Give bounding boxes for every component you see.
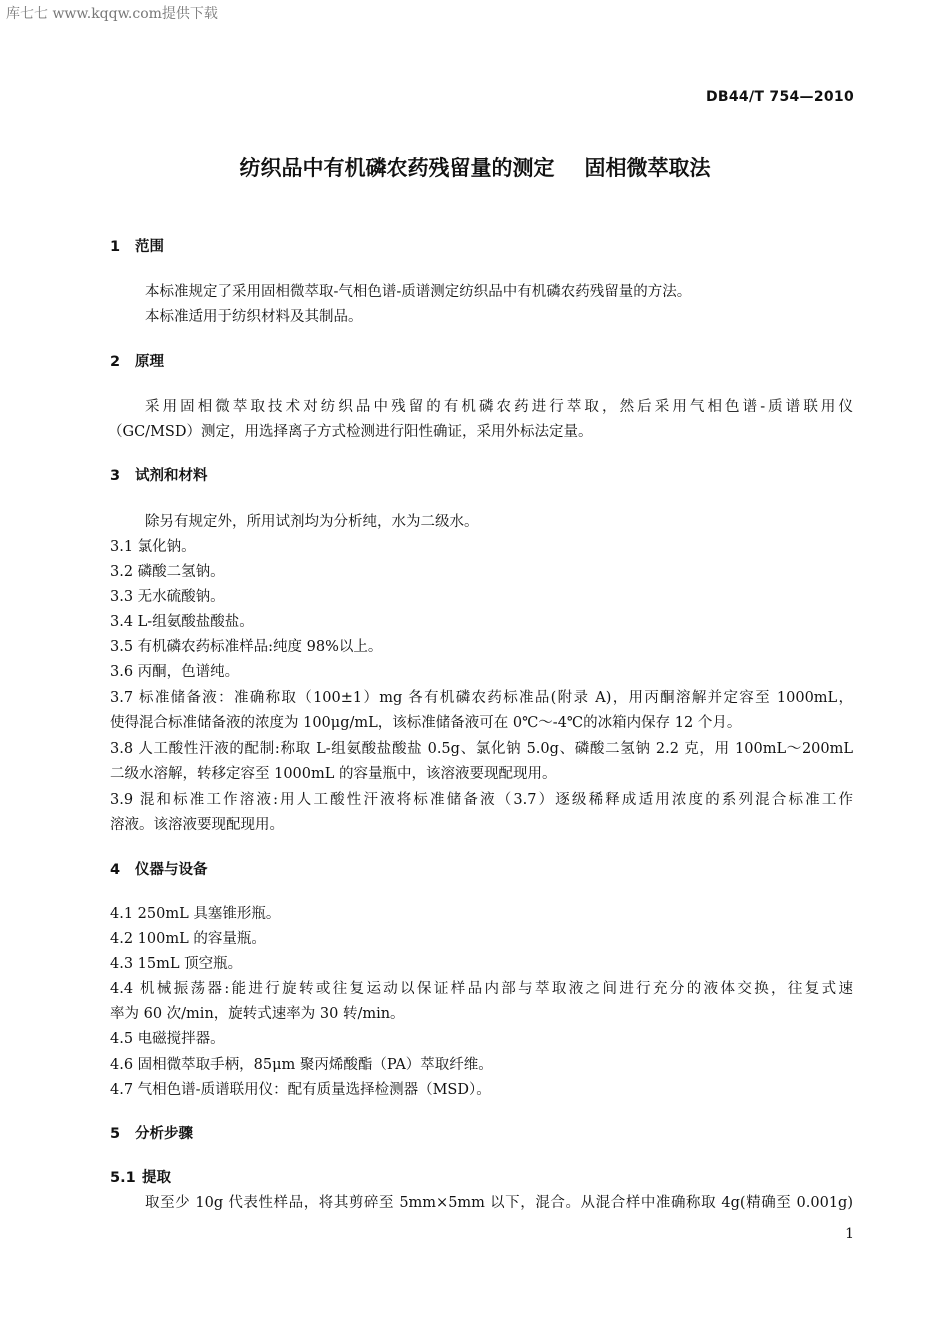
section-number: 4	[110, 862, 121, 878]
list-item: 3.4 L-组氨酸盐酸盐。	[110, 614, 254, 630]
list-item-line: 3.9 混和标准工作溶液:用人工酸性汗液将标准储备液（3.7）逐级稀释成适用浓度的系列混合标准工作	[110, 792, 853, 808]
list-item: 4.2 100mL 的容量瓶。	[110, 931, 266, 947]
list-item-line: 溶液。该溶液要现配现用。	[110, 817, 284, 833]
list-item: 4.6 固相微萃取手柄，85μm 聚丙烯酸酯（PA）萃取纤维。	[110, 1057, 493, 1073]
list-item: 3.3 无水硫酸钠。	[110, 589, 225, 605]
section-title: 范围	[135, 239, 164, 255]
list-item-line: 3.7 标准储备液：准确称取（100±1）mg 各有机磷农药标准品(附录 A)，用丙酮溶解并定容至 1000mL，	[110, 690, 853, 706]
paragraph-line: 采用固相微萃取技术对纺织品中残留的有机磷农药进行萃取，然后采用气相色谱-质谱联用仪	[145, 399, 853, 415]
list-item: 3.6 丙酮，色谱纯。	[110, 664, 240, 680]
list-item: 3.5 有机磷农药标准样品:纯度 98%以上。	[110, 639, 383, 655]
subsection-number: 5.1	[110, 1170, 136, 1186]
paragraph-line: 取至少 10g 代表性样品，将其剪碎至 5mm×5mm 以下，混合。从混合样中准确称取 4g(精确至 0.001g)	[145, 1195, 853, 1211]
subsection-5-1-heading	[110, 1166, 171, 1187]
paragraph-line: （GC/MSD）测定，用选择离子方式检测进行阳性确证，采用外标法定量。	[108, 424, 593, 440]
list-item: 3.1 氯化钠。	[110, 539, 196, 555]
page-number: 1	[845, 1226, 854, 1242]
list-item-line: 4.4 机械振荡器:能进行旋转或往复运动以保证样品内部与萃取液之间进行充分的液体交换，往复式速	[110, 981, 853, 997]
section-number: 5	[110, 1126, 121, 1142]
section-title: 仪器与设备	[135, 862, 208, 878]
section-1-heading	[110, 235, 164, 256]
list-item-line: 使得混合标准储备液的浓度为 100μg/mL，该标准储备液可在 0℃～-4℃的冰箱内保存 12 个月。	[110, 715, 742, 731]
section-number: 3	[110, 468, 121, 484]
section-title: 分析步骤	[135, 1126, 193, 1142]
list-item: 4.3 15mL 顶空瓶。	[110, 956, 243, 972]
section-number: 2	[110, 354, 121, 370]
paragraph: 本标准规定了采用固相微萃取-气相色谱-质谱测定纺织品中有机磷农药残留量的方法。	[145, 284, 692, 300]
paragraph: 本标准适用于纺织材料及其制品。	[145, 309, 363, 325]
list-item: 4.7 气相色谱-质谱联用仪：配有质量选择检测器（MSD）。	[110, 1082, 491, 1098]
page-title	[0, 152, 950, 182]
list-item-line: 3.8 人工酸性汗液的配制:称取 L-组氨酸盐酸盐 0.5g、氯化钠 5.0g、磷酸二氢钠 2.2 克，用 100mL～200mL	[110, 741, 853, 757]
section-5-heading	[110, 1122, 193, 1143]
title-main: 纺织品中有机磷农药残留量的测定	[239, 156, 555, 180]
watermark: 库七七 www.kqqw.com提供下载	[6, 6, 218, 22]
section-title: 试剂和材料	[135, 468, 208, 484]
list-item-line: 二级水溶解，转移定容至 1000mL 的容量瓶中，该溶液要现配现用。	[110, 766, 557, 782]
paragraph: 除另有规定外，所用试剂均为分析纯，水为二级水。	[145, 514, 479, 530]
subsection-title: 提取	[142, 1170, 171, 1186]
section-2-heading	[110, 350, 164, 371]
section-3-heading	[110, 464, 208, 485]
title-method: 固相微萃取法	[584, 156, 711, 180]
list-item: 3.2 磷酸二氢钠。	[110, 564, 225, 580]
section-4-heading	[110, 858, 208, 879]
standard-number: DB44/T 754—2010	[706, 89, 854, 105]
section-number: 1	[110, 239, 121, 255]
list-item-line: 率为 60 次/min，旋转式速率为 30 转/min。	[110, 1006, 405, 1022]
section-title: 原理	[135, 354, 164, 370]
list-item: 4.5 电磁搅拌器。	[110, 1031, 225, 1047]
list-item: 4.1 250mL 具塞锥形瓶。	[110, 906, 281, 922]
